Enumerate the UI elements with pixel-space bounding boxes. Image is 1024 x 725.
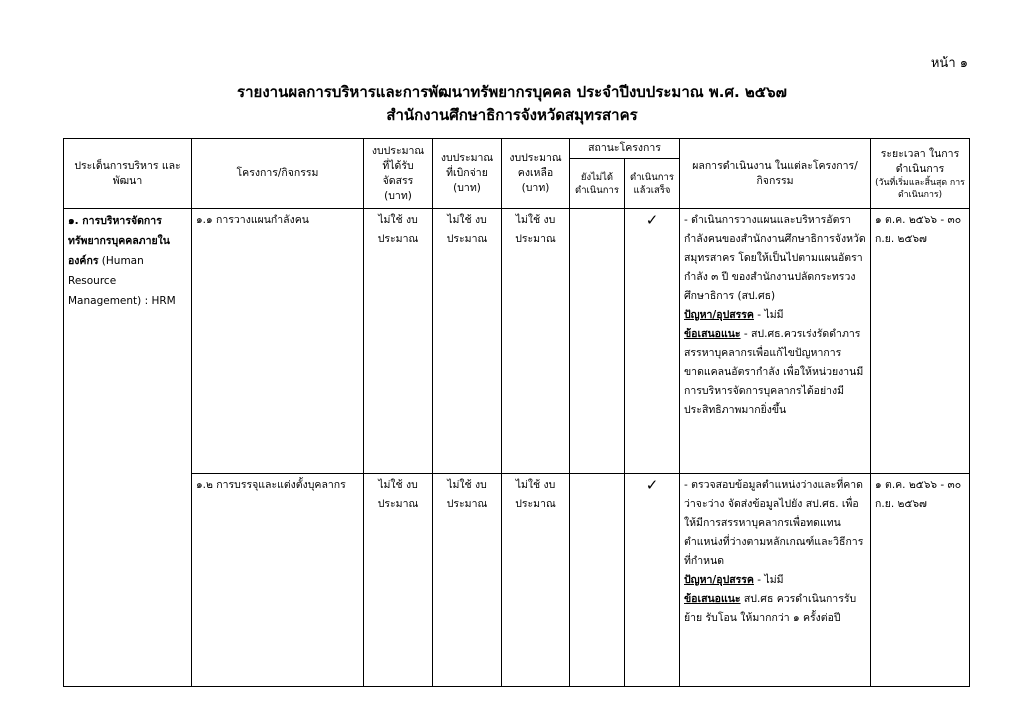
suggestion-text: สป.ศธ ควรดำเนินการรับย้าย รับโอน ให้มากกว่า ๑ ครั้งต่อปี: [684, 593, 857, 624]
project-cell: ๑.๑ การวางแผนกำลังคน: [192, 209, 364, 474]
status-done-check-icon: ✓: [625, 474, 680, 687]
header-status: สถานะโครงการ: [570, 139, 680, 159]
suggestion-text: - สป.ศธ.ควรเร่งรัดดำภาร สรรหาบุคลากรเพื่อแก้ไขปัญหาการขาดแคลนอัตรากำลัง เพื่อให้หน่วยงานมีการบริหารจัดการบุคลากรได้อย่างมีประสิทธิภาพมากยิ่งขึ้น: [684, 328, 864, 416]
header-period-note: (วันที่เริ่มและสิ้นสุด การดำเนินการ): [875, 177, 965, 200]
suggestion-label: ข้อเสนอแนะ: [684, 593, 741, 605]
header-period: [871, 139, 970, 209]
budget-remaining-cell: ไม่ใช้ งบประมาณ: [502, 474, 570, 687]
header-status-done: ดำเนินการ แล้วเสร็จ: [625, 159, 680, 209]
issue-label-rest: (Human Resource Management) : HRM: [68, 255, 176, 307]
period-cell: ๑ ต.ค. ๒๕๖๖ - ๓๐ ก.ย. ๒๕๖๗: [871, 209, 970, 474]
problem-text: - ไม่มี: [753, 309, 784, 321]
header-period-title: ระยะเวลา ในการดำเนินการ: [880, 147, 960, 175]
period-cell: ๑ ต.ค. ๒๕๖๖ - ๓๐ ก.ย. ๒๕๖๗: [871, 474, 970, 687]
budget-spent-cell: ไม่ใช้ งบประมาณ: [433, 474, 502, 687]
header-status-not-done: ยังไม่ได้ ดำเนินการ: [570, 159, 625, 209]
problem-label: ปัญหา/อุปสรรค: [684, 574, 754, 586]
page-number: หน้า ๑: [930, 56, 968, 71]
budget-received-cell: ไม่ใช้ งบประมาณ: [364, 209, 433, 474]
header-budget-spent: งบประมาณ ที่เบิกจ่าย (บาท): [433, 139, 502, 209]
budget-remaining-cell: ไม่ใช้ งบประมาณ: [502, 209, 570, 474]
result-text: - ตรวจสอบข้อมูลตำแหน่งว่างและที่คาดว่าจะว่าง จัดส่งข้อมูลไปยัง สป.ศธ. เพื่อให้มีการสรรหาบุคลากรเพื่อทดแทนตำแหน่งที่ว่างตามหลักเกณฑ์และวิธีการที่กำหนด: [684, 479, 864, 567]
header-results: ผลการดำเนินงาน ในแต่ละโครงการ/กิจกรรม: [680, 139, 871, 209]
status-done-check-icon: ✓: [625, 209, 680, 474]
header-budget-received: งบประมาณ ที่ได้รับจัดสรร (บาท): [364, 139, 433, 209]
report-title: รายงานผลการบริหารและการพัฒนาทรัพยากรบุคคล ประจำปีงบประมาณ พ.ศ. ๒๕๖๗: [237, 83, 787, 101]
issue-cell: [64, 209, 192, 687]
status-not-done-cell: [570, 474, 625, 687]
report-subtitle: สำนักงานศึกษาธิการจังหวัดสมุทรสาคร: [386, 106, 638, 124]
status-not-done-cell: [570, 209, 625, 474]
issue-label-bold: ๑. การบริหารจัดการทรัพยากรบุคคลภายในองค์กร: [68, 215, 170, 267]
header-project: โครงการ/กิจกรรม: [192, 139, 364, 209]
problem-text: - ไม่มี: [753, 574, 784, 586]
header-issue: ประเด็นการบริหาร และพัฒนา: [64, 139, 192, 209]
budget-received-cell: ไม่ใช้ งบประมาณ: [364, 474, 433, 687]
result-cell: [680, 474, 871, 687]
table-row: [64, 209, 970, 474]
result-cell: [680, 209, 871, 474]
report-table: [63, 138, 970, 687]
budget-spent-cell: ไม่ใช้ งบประมาณ: [433, 209, 502, 474]
result-text: - ดำเนินการวางแผนและบริหารอัตรากำลังคนของสำนักงานศึกษาธิการจังหวัดสมุทรสาคร โดยให้เป็นไปตามแผนอัตรากำลัง ๓ ปี ของสำนักงานปลัดกระทรวงศึกษาธิการ (สป.ศธ): [684, 214, 866, 302]
table-row: [64, 474, 970, 687]
header-budget-remaining: งบประมาณ คงเหลือ (บาท): [502, 139, 570, 209]
problem-label: ปัญหา/อุปสรรค: [684, 309, 754, 321]
suggestion-label: ข้อเสนอแนะ: [684, 328, 741, 340]
project-cell: ๑.๒ การบรรจุและแต่งตั้งบุคลากร: [192, 474, 364, 687]
